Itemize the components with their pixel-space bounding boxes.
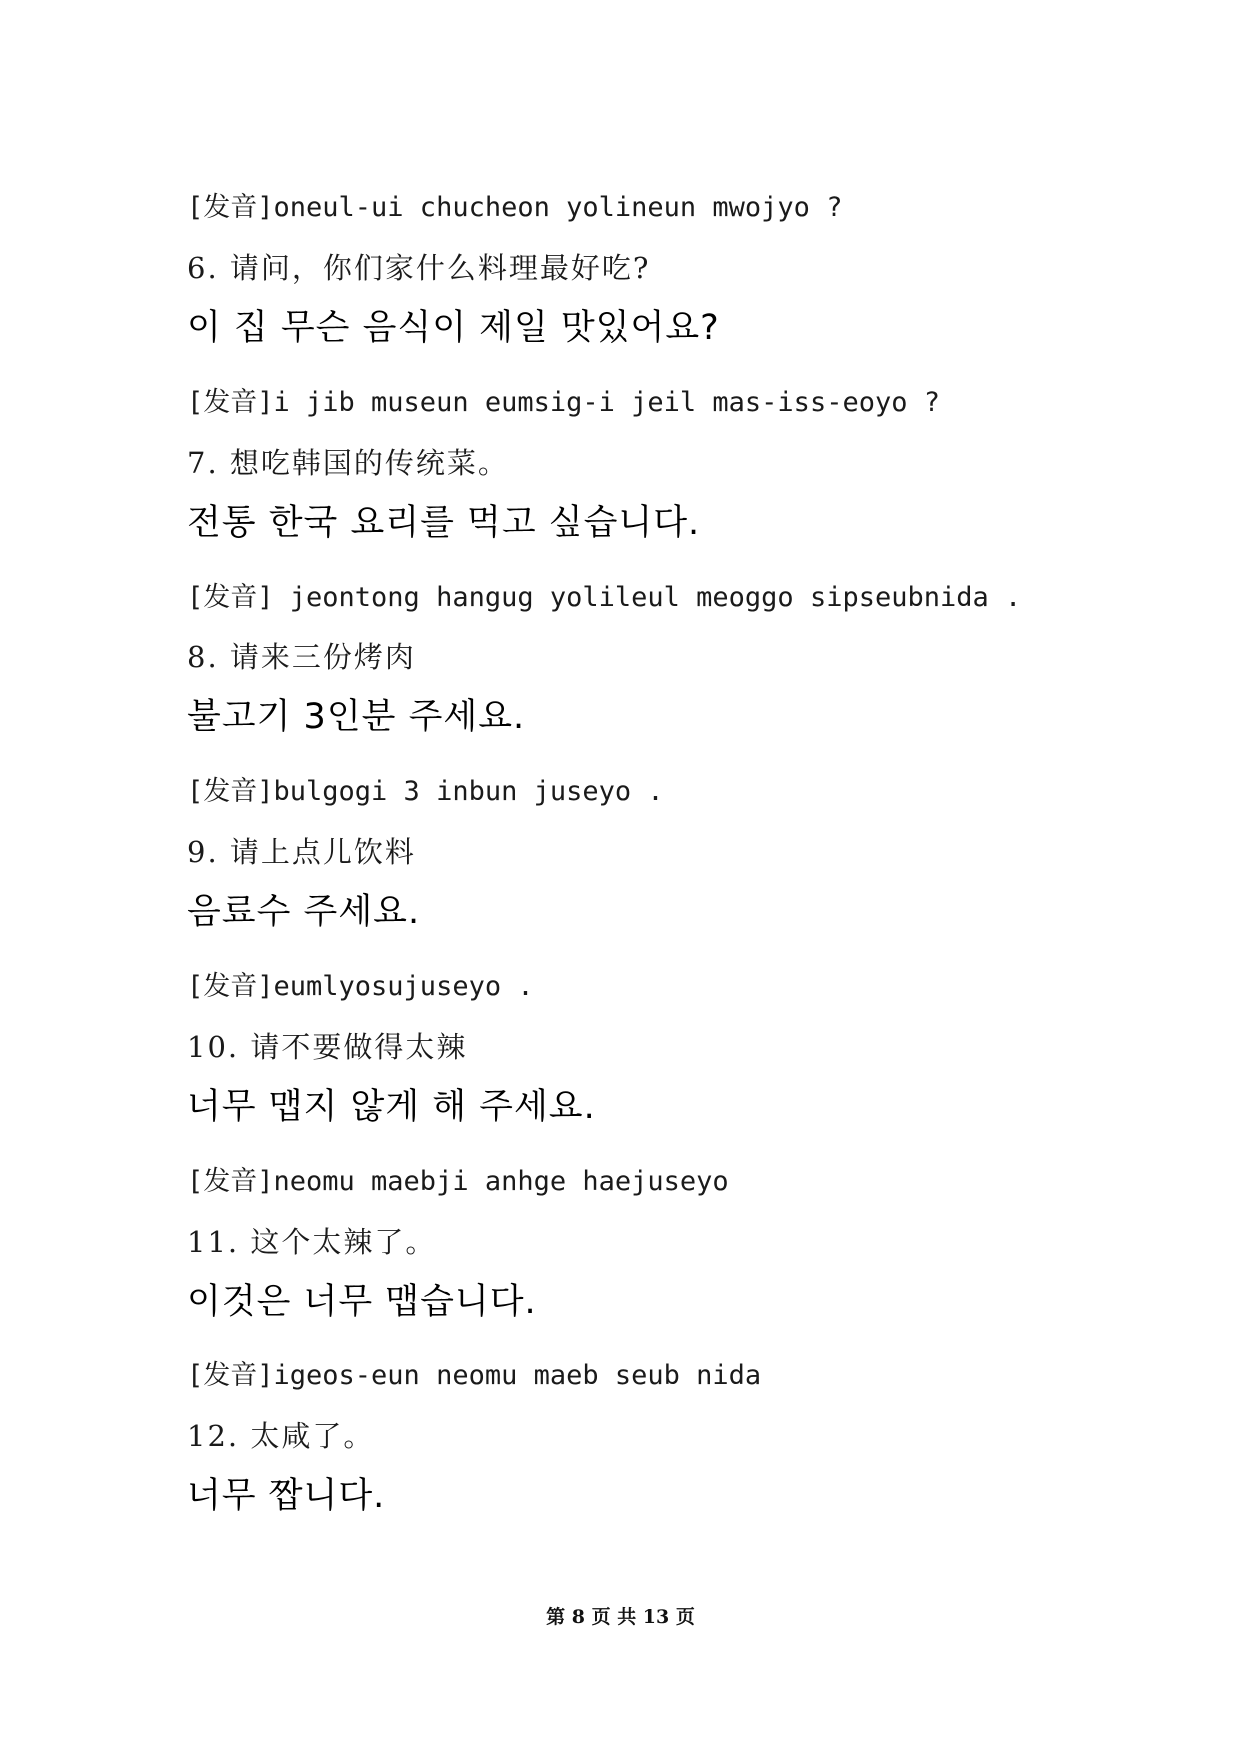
korean-phrase: 너무 맵지 않게 해 주세요. xyxy=(187,1087,596,1127)
page-number-footer: 第 8 页 共 13 页 xyxy=(546,1606,695,1628)
korean-phrase: 전통 한국 요리를 먹고 싶습니다. xyxy=(187,503,701,543)
pronunciation-line: [发音]oneul-ui chucheon yolineun mwojyo ? xyxy=(187,192,843,223)
pronunciation-line: [发音]i jib museun eumsig-i jeil mas-iss-eoyo ? xyxy=(187,387,940,418)
pronunciation-line: [发音]eumlyosujuseyo . xyxy=(187,971,534,1002)
chinese-phrase: 12. 太咸了。 xyxy=(187,1419,375,1453)
chinese-phrase: 6. 请问，你们家什么料理最好吃? xyxy=(187,251,651,285)
korean-phrase: 음료수 주세요. xyxy=(187,892,421,932)
chinese-phrase: 9. 请上点儿饮料 xyxy=(187,835,416,869)
korean-phrase: 이 집 무슨 음식이 제일 맛있어요? xyxy=(187,308,720,348)
korean-phrase: 너무 짭니다. xyxy=(187,1476,386,1516)
chinese-phrase: 7. 想吃韩国的传统菜。 xyxy=(187,446,509,480)
chinese-phrase: 11. 这个太辣了。 xyxy=(187,1225,437,1259)
korean-phrase: 불고기 3인분 주세요. xyxy=(187,697,526,737)
korean-phrase: 이것은 너무 맵습니다. xyxy=(187,1282,537,1322)
pronunciation-line: [发音]igeos-eun neomu maeb seub nida xyxy=(187,1360,762,1391)
chinese-phrase: 8. 请来三份烤肉 xyxy=(187,640,416,674)
chinese-phrase: 10. 请不要做得太辣 xyxy=(187,1030,468,1064)
pronunciation-line: [发音]bulgogi 3 inbun juseyo . xyxy=(187,776,664,807)
pronunciation-line: [发音]neomu maebji anhge haejuseyo xyxy=(187,1166,729,1197)
pronunciation-line: [发音] jeontong hangug yolileul meoggo sipseubnida . xyxy=(187,582,1022,613)
